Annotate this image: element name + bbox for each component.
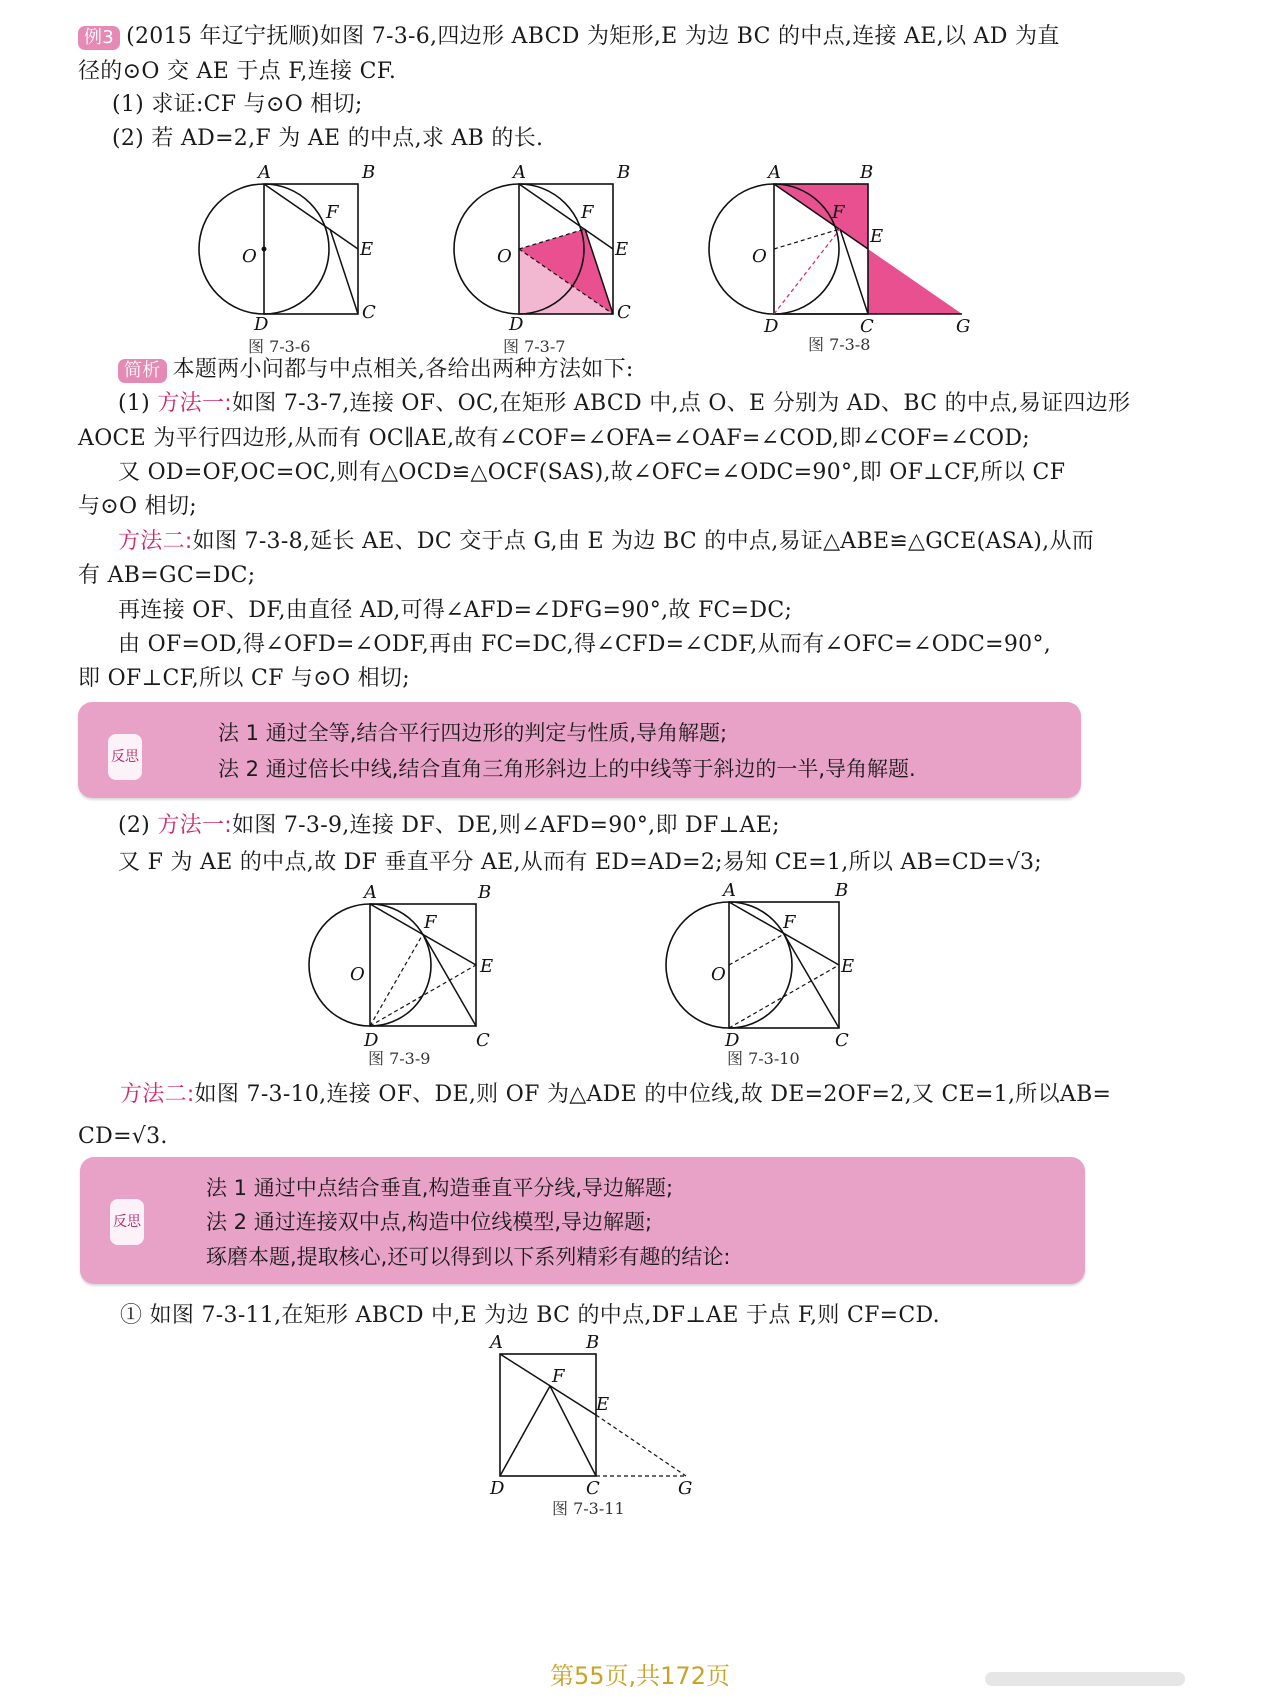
svg-text:D: D — [254, 314, 269, 335]
method1-line-1: (1) 方法一:如图 7-3-7,连接 OF、OC,在矩形 ABCD 中,点 O、E 分别为 AD、BC 的中点,易证四边形 — [118, 391, 1131, 416]
question-1: (1) 求证:CF 与⊙O 相切; — [112, 92, 363, 117]
figure-7-3-11 — [480, 1330, 710, 1520]
svg-text:F: F — [552, 1366, 565, 1387]
method1-line-3: 又 OD=OF,OC=OC,则有△OCD≌△OCF(SAS),故∠OFC=∠ODC=90°,即 OF⊥CF,所以 CF — [118, 460, 1066, 485]
svg-text:F: F — [424, 912, 437, 933]
svg-text:D: D — [764, 316, 779, 337]
question-2: (2) 若 AD=2,F 为 AE 的中点,求 AB 的长. — [112, 126, 544, 151]
svg-text:E: E — [870, 226, 884, 247]
part2-line-2: 又 F 为 AE 的中点,故 DF 垂直平分 AE,从而有 ED=AD=2;易知 CE=1,所以 AB=CD=√3; — [118, 850, 1043, 875]
svg-text:O: O — [711, 964, 726, 985]
svg-text:A: A — [768, 162, 781, 183]
part2-line-1: (2) 方法一:如图 7-3-9,连接 DF、DE,则∠AFD=90°,即 DF⊥AE; — [118, 813, 780, 838]
svg-text:F: F — [783, 912, 796, 933]
svg-text:D: D — [509, 314, 524, 335]
method2-line-4: 由 OF=OD,得∠OFD=∠ODF,再由 FC=DC,得∠CFD=∠CDF,从而有∠OFC=∠ODC=90°, — [118, 632, 1052, 657]
caption-7-3-9: 图 7-3-9 — [368, 1049, 431, 1068]
svg-text:E: E — [480, 956, 494, 977]
svg-text:C: C — [617, 302, 631, 323]
method2-line-1: 方法二:如图 7-3-8,延长 AE、DC 交于点 G,由 E 为边 BC 的中点,易证△ABE≌△GCE(ASA),从而 — [118, 529, 1095, 554]
svg-text:D: D — [364, 1030, 379, 1051]
example-badge: 例3 — [78, 26, 120, 50]
reflection-seal: 反思 — [110, 1199, 144, 1245]
reflection-seal: 反思 — [108, 734, 142, 780]
svg-text:E: E — [596, 1394, 610, 1415]
reflection-box-2 — [80, 1157, 1085, 1284]
svg-text:B: B — [586, 1332, 600, 1353]
part2-line-3: 方法二:如图 7-3-10,连接 OF、DE,则 OF 为△ADE 的中位线,故 DE=2OF=2,又 CE=1,所以AB= — [120, 1082, 1112, 1107]
svg-text:O: O — [242, 246, 257, 267]
reflection-box-1 — [78, 702, 1081, 798]
method1-line-2: AOCE 为平行四边形,从而有 OC∥AE,故有∠COF=∠OFA=∠OAF=∠COD,即∠COF=∠COD; — [78, 426, 1030, 451]
reflection-2-line-3: 琢磨本题,提取核心,还可以得到以下系列精彩有趣的结论: — [206, 1245, 731, 1269]
svg-text:E: E — [615, 239, 629, 260]
svg-text:O: O — [497, 246, 512, 267]
figure-7-3-6 — [190, 160, 380, 360]
figure-7-3-10 — [665, 880, 875, 1070]
method2-line-2: 有 AB=GC=DC; — [78, 563, 256, 588]
svg-text:C: C — [586, 1478, 600, 1499]
problem-line-1: 例3 (2015 年辽宁抚顺)如图 7-3-6,四边形 ABCD 为矩形,E 为边 BC 的中点,连接 AE,以 AD 为直 — [78, 22, 1060, 52]
figure-7-3-9 — [300, 880, 510, 1070]
svg-text:B: B — [478, 882, 492, 903]
reflection-2-line-1: 法 1 通过中点结合垂直,构造垂直平分线,导边解题; — [206, 1176, 674, 1200]
svg-text:C: C — [860, 316, 874, 337]
svg-text:F: F — [581, 202, 594, 223]
svg-text:E: E — [360, 239, 374, 260]
svg-text:B: B — [362, 162, 376, 183]
caption-7-3-10: 图 7-3-10 — [727, 1049, 800, 1068]
svg-text:C: C — [362, 302, 376, 323]
svg-text:B: B — [860, 162, 874, 183]
caption-7-3-11: 图 7-3-11 — [552, 1499, 625, 1518]
svg-text:F: F — [832, 202, 845, 223]
analysis-badge: 简析 — [118, 359, 167, 383]
svg-text:A: A — [364, 882, 377, 903]
reflection-1-line-1: 法 1 通过全等,结合平行四边形的判定与性质,导角解题; — [218, 721, 728, 745]
svg-text:E: E — [841, 956, 855, 977]
scroll-bar[interactable] — [985, 1672, 1185, 1686]
figure-7-3-7 — [445, 160, 645, 360]
part2-line-4: CD=√3. — [78, 1124, 168, 1149]
svg-text:D: D — [725, 1030, 740, 1051]
svg-text:G: G — [956, 316, 971, 337]
method2-line-5: 即 OF⊥CF,所以 CF 与⊙O 相切; — [78, 666, 410, 691]
figure-7-3-8 — [700, 160, 1000, 360]
reflection-1-line-2: 法 2 通过倍长中线,结合直角三角形斜边上的中线等于斜边的一半,导角解题. — [218, 757, 916, 781]
svg-text:A: A — [513, 162, 526, 183]
svg-text:O: O — [752, 246, 767, 267]
svg-text:D: D — [490, 1478, 505, 1499]
method1-line-4: 与⊙O 相切; — [78, 494, 197, 519]
svg-text:C: C — [476, 1030, 490, 1051]
analysis-intro: 简析 本题两小问都与中点相关,各给出两种方法如下: — [118, 355, 634, 385]
caption-7-3-6: 图 7-3-6 — [248, 337, 311, 356]
svg-text:C: C — [835, 1030, 849, 1051]
problem-line-2: 径的⊙O 交 AE 于点 F,连接 CF. — [78, 59, 397, 84]
svg-text:B: B — [617, 162, 631, 183]
svg-text:F: F — [326, 202, 339, 223]
caption-7-3-7: 图 7-3-7 — [503, 337, 566, 356]
svg-text:O: O — [350, 964, 365, 985]
svg-text:A: A — [723, 880, 736, 901]
conclusion-1: ① 如图 7-3-11,在矩形 ABCD 中,E 为边 BC 的中点,DF⊥AE 于点 F,则 CF=CD. — [120, 1303, 940, 1328]
method2-line-3: 再连接 OF、DF,由直径 AD,可得∠AFD=∠DFG=90°,故 FC=DC; — [118, 598, 793, 623]
svg-text:A: A — [490, 1332, 503, 1353]
svg-text:G: G — [678, 1478, 693, 1499]
page-footer: 第55页,共172页 — [550, 1662, 730, 1690]
caption-7-3-8: 图 7-3-8 — [808, 335, 871, 354]
svg-text:A: A — [258, 162, 271, 183]
svg-text:B: B — [835, 880, 849, 901]
reflection-2-line-2: 法 2 通过连接双中点,构造中位线模型,导边解题; — [206, 1210, 653, 1234]
